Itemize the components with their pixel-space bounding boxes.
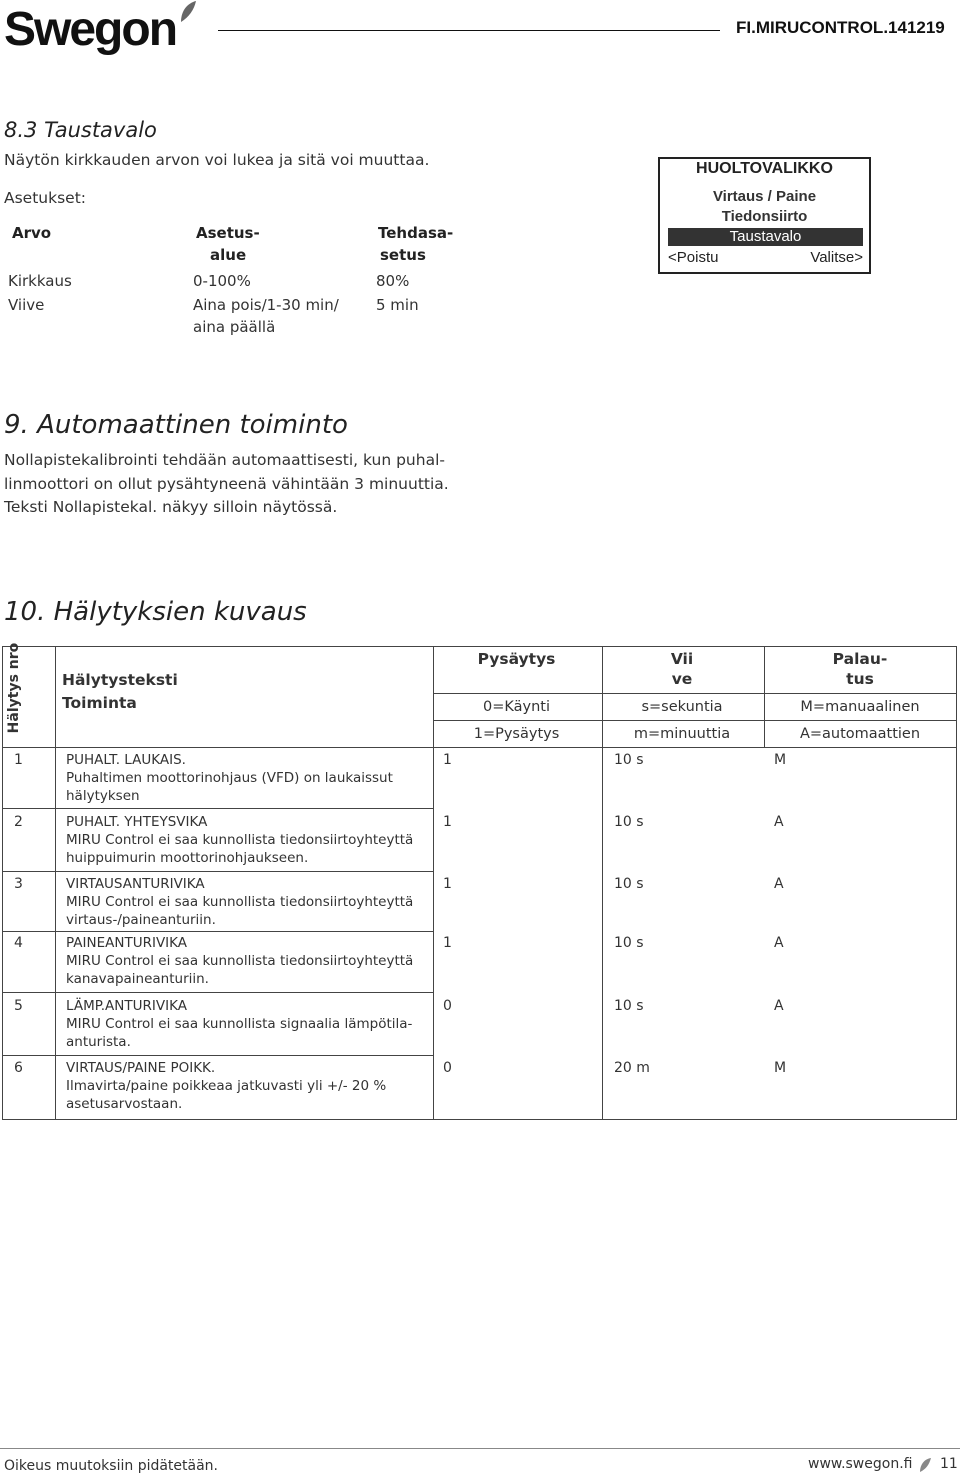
leaf-icon bbox=[178, 0, 198, 28]
alarm-delay: 10 s bbox=[614, 752, 644, 768]
alarm-title: VIRTAUSANTURIVIKA bbox=[66, 876, 205, 892]
alarm-delay: 10 s bbox=[614, 935, 644, 951]
menu-back: <Poistu bbox=[668, 249, 719, 266]
legend-reset: M=manuaalinen bbox=[800, 699, 920, 715]
paragraph-line: Nollapistekalibrointi tehdään automaattisesti, kun puhal- bbox=[4, 451, 445, 469]
alarm-stop: 1 bbox=[443, 814, 452, 830]
menu-item-selected: Taustavalo bbox=[668, 228, 863, 246]
alarm-title: PUHALT. YHTEYSVIKA bbox=[66, 814, 208, 830]
alarm-number: 6 bbox=[14, 1060, 23, 1076]
setting-factory: 5 min bbox=[376, 296, 419, 314]
col-header-factory-2: setus bbox=[380, 246, 426, 264]
alarm-description: MIRU Control ei saa kunnollista tiedonsiirtoyhteyttä bbox=[66, 832, 414, 848]
section-title: 9. Automaattinen toiminto bbox=[4, 410, 348, 440]
menu-title-wrap bbox=[660, 158, 869, 178]
setting-name: Kirkkaus bbox=[8, 272, 72, 290]
alarm-description: MIRU Control ei saa kunnollista tiedonsiirtoyhteyttä bbox=[66, 894, 414, 910]
col-header-delay-2: ve bbox=[671, 670, 693, 688]
legend-delay: m=minuuttia bbox=[633, 726, 731, 742]
alarm-stop: 1 bbox=[443, 935, 452, 951]
document-code: FI.MIRUCONTROL.141219 bbox=[736, 18, 945, 37]
swegon-logo: Swegon bbox=[4, 3, 177, 56]
section-title: 10. Hälytyksien kuvaus bbox=[4, 597, 307, 627]
legend-delay: s=sekuntia bbox=[641, 699, 723, 715]
legend-stop: 0=Käynti bbox=[483, 699, 550, 715]
alarm-description: huippuimurin moottorinohjaukseen. bbox=[66, 850, 309, 866]
menu-select: Valitse> bbox=[810, 249, 863, 266]
col-header-stop: Pysäytys bbox=[477, 650, 556, 668]
alarm-number: 2 bbox=[14, 814, 23, 830]
leaf-icon bbox=[918, 1457, 932, 1477]
alarm-title: LÄMP.ANTURIVIKA bbox=[66, 998, 187, 1014]
col-header-value: Arvo bbox=[12, 224, 52, 242]
alarm-stop: 1 bbox=[443, 752, 452, 768]
alarm-description: Ilmavirta/paine poikkeaa jatkuvasti yli +/- 20 % bbox=[66, 1078, 387, 1094]
legend-stop: 1=Pysäytys bbox=[473, 726, 560, 742]
alarm-stop: 1 bbox=[443, 876, 452, 892]
alarm-number: 4 bbox=[14, 935, 23, 951]
col-header-alarm-number-text: Hälytys nro bbox=[6, 642, 22, 734]
header-rule bbox=[218, 30, 720, 31]
setting-name: Viive bbox=[8, 296, 45, 314]
col-header-action: Toiminta bbox=[62, 694, 137, 712]
alarm-delay: 10 s bbox=[614, 998, 644, 1014]
page-number: 11 bbox=[940, 1456, 958, 1472]
setting-range: 0-100% bbox=[193, 272, 251, 290]
col-header-delay: Vii bbox=[670, 650, 694, 668]
alarm-description: Puhaltimen moottorinohjaus (VFD) on laukaissut bbox=[66, 770, 393, 786]
alarm-delay: 20 m bbox=[614, 1060, 650, 1076]
service-menu-display bbox=[658, 157, 871, 274]
alarm-description: kanavapaineanturiin. bbox=[66, 971, 209, 987]
paragraph-line: linmoottori on ollut pysähtyneenä vähintään 3 minuuttia. bbox=[4, 475, 449, 493]
setting-range-2: aina päällä bbox=[193, 318, 276, 336]
section-title: 8.3 Taustavalo bbox=[4, 118, 157, 142]
alarm-reset: M bbox=[774, 752, 787, 768]
alarm-description: MIRU Control ei saa kunnollista tiedonsiirtoyhteyttä bbox=[66, 953, 414, 969]
alarm-title: PUHALT. LAUKAIS. bbox=[66, 752, 186, 768]
alarm-title: PAINEANTURIVIKA bbox=[66, 935, 188, 951]
paragraph-line: Teksti Nollapistekal. näkyy silloin näytössä. bbox=[4, 498, 338, 516]
col-header-alarm-text: Hälytysteksti bbox=[62, 671, 178, 689]
footer-url[interactable]: www.swegon.fi bbox=[808, 1456, 913, 1472]
menu-title: HUOLTOVALIKKO bbox=[690, 160, 839, 177]
alarm-reset: A bbox=[774, 814, 784, 830]
settings-label: Asetukset: bbox=[4, 189, 87, 207]
alarm-reset: A bbox=[774, 876, 784, 892]
alarm-number: 1 bbox=[14, 752, 23, 768]
section-intro: Näytön kirkkauden arvon voi lukea ja sitä voi muuttaa. bbox=[4, 151, 430, 169]
alarm-delay: 10 s bbox=[614, 876, 644, 892]
alarm-description: hälytyksen bbox=[66, 788, 140, 804]
alarm-description: asetusarvostaan. bbox=[66, 1096, 183, 1112]
setting-factory: 80% bbox=[376, 272, 410, 290]
col-header-reset-2: tus bbox=[846, 670, 874, 688]
alarm-stop: 0 bbox=[443, 998, 452, 1014]
legend-reset: A=automaattien bbox=[799, 726, 921, 742]
alarm-stop: 0 bbox=[443, 1060, 452, 1076]
footer-disclaimer: Oikeus muutoksiin pidätetään. bbox=[4, 1458, 219, 1474]
alarm-description: anturista. bbox=[66, 1034, 131, 1050]
menu-item: Virtaus / Paine bbox=[712, 188, 817, 205]
col-header-reset: Palau- bbox=[832, 650, 888, 668]
col-header-range: Asetus- bbox=[196, 224, 260, 242]
menu-item: Tiedonsiirto bbox=[721, 208, 808, 225]
alarm-reset: A bbox=[774, 935, 784, 951]
alarm-reset: A bbox=[774, 998, 784, 1014]
footer-rule bbox=[0, 1448, 960, 1449]
alarm-title: VIRTAUS/PAINE POIKK. bbox=[66, 1060, 216, 1076]
alarm-description: MIRU Control ei saa kunnollista signaalia lämpötila- bbox=[66, 1016, 413, 1032]
alarm-description: virtaus-/paineanturiin. bbox=[66, 912, 216, 928]
col-header-factory: Tehdasa- bbox=[378, 224, 454, 242]
setting-range: Aina pois/1-30 min/ bbox=[193, 296, 339, 314]
col-header-range-2: alue bbox=[210, 246, 247, 264]
alarm-delay: 10 s bbox=[614, 814, 644, 830]
alarm-number: 3 bbox=[14, 876, 23, 892]
alarm-reset: M bbox=[774, 1060, 787, 1076]
alarm-number: 5 bbox=[14, 998, 23, 1014]
